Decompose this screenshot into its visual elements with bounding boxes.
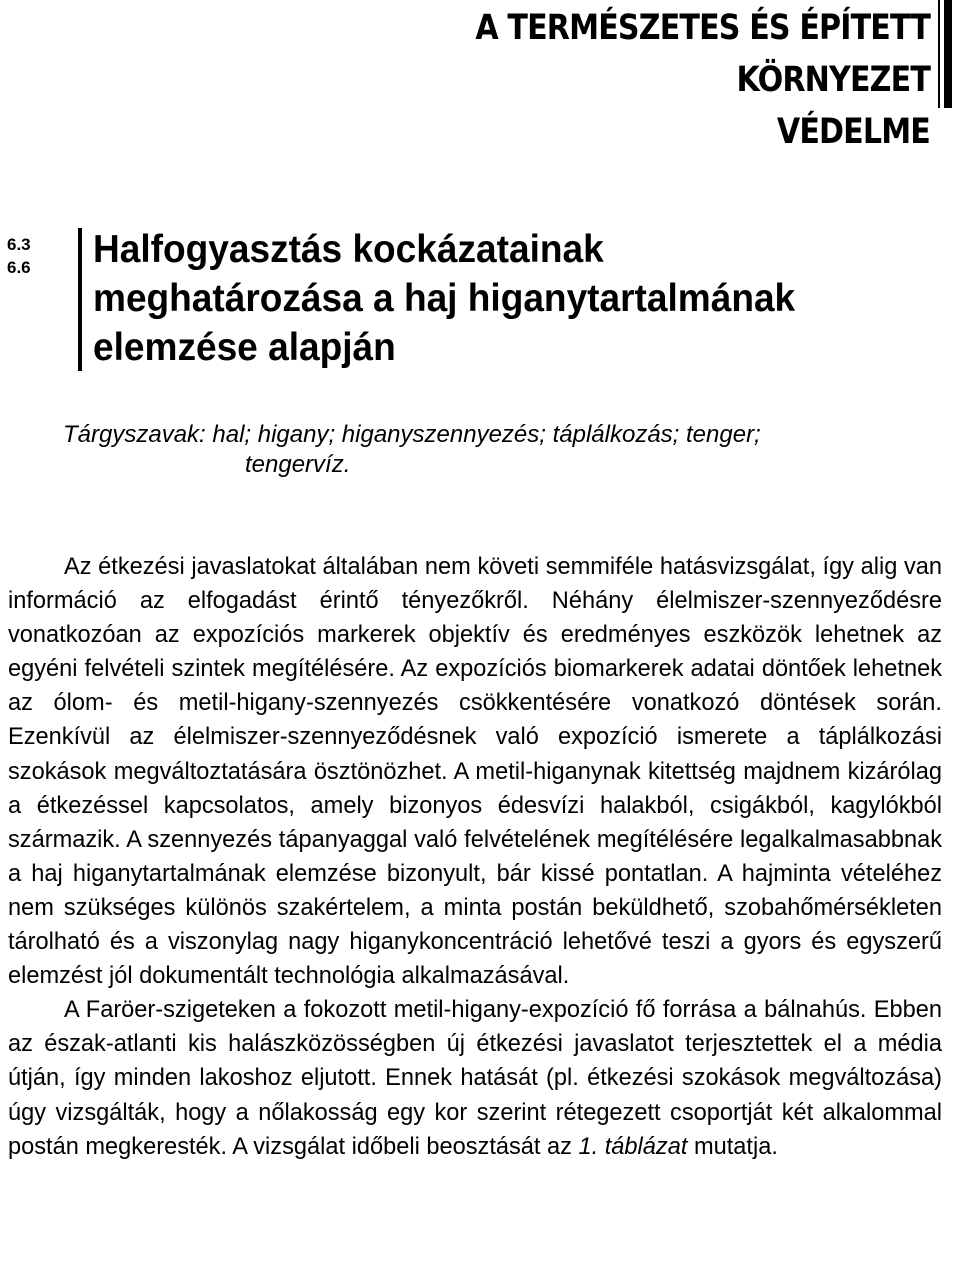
header-title [311, 2, 930, 158]
section-number-1: 6.3 [7, 235, 31, 254]
section-title-line3: elemzése alapján [93, 326, 396, 369]
section-number-2: 6.6 [7, 258, 31, 277]
keywords [63, 420, 943, 480]
header-title-line2: VÉDELME [776, 112, 930, 152]
section-numbers [7, 233, 31, 279]
paragraph-2-text: A Faröer-szigeteken a fokozott metil-higany-expozíció fő forrása a bálnahús. Ebben az észak-atlanti kis halászközösségben új étkezési javaslatot terjesztettek el a média útján, így minden lakoshoz eljutott. Ennek hatását (pl. étkezési szokások megváltozása) úgy vizsgálták, hogy a nőlakosság egy kor szerint rétegezett csoportját két alkalommal postán megkeresték. A vizsgálat időbeli beosztását az [8, 997, 942, 1160]
header-title-line1: A TERMÉSZETES ÉS ÉPÍTETT KÖRNYEZET [475, 8, 930, 100]
section-title [93, 225, 872, 372]
section-title-line1: Halfogyasztás kockázatainak [93, 228, 604, 271]
keywords-line2: tengervíz. [245, 451, 351, 478]
table-reference: 1. táblázat [578, 1133, 688, 1160]
page-header [0, 0, 960, 152]
section-title-line2: meghatározása a haj higanytartalmának [93, 277, 796, 320]
keywords-line1: Tárgyszavak: hal; higany; higanyszennyezés; táplálkozás; tenger; [63, 421, 761, 448]
header-rule-thin [938, 0, 940, 108]
paragraph-2 [8, 993, 942, 1163]
body-text [8, 550, 942, 1164]
paragraph-1: Az étkezési javaslatokat általában nem követi semmiféle hatásvizsgálat, így alig van információ az elfogadást érintő tényezőkről. Néhány élelmiszer-szennyeződésre vonatkozóan az expozíciós markerek objektív és eredményes eszközök lehetnek az egyéni felvételi szintek megítélésére. Az expozíciós biomarkerek adatai döntőek lehetnek az ólom- és metil-higany-szennyezés csökkentésére vonatkozó döntések során. Ezenkívül az élelmiszer-szennyeződésnek való expozíció ismerete a táplálkozási szokások megváltoztatására ösztönözhet. A metil-higanynak kitettség majdnem kizárólag a étkezéssel kapcsolatos, amely bizonyos édesvízi halakból, csigákból, kagylókból származik. A szennyezés tápanyaggal való felvételének megítélésére legalkalmasabbnak a haj higanytartalmának elemzése bizonyult, bár kissé pontatlan. A hajminta vételéhez nem szükséges különös szakértelem, a minta postán beküldhető, szobahőmérsékleten tárolható és a viszonylag nagy higanykoncentráció lehetővé teszi a gyors és egyszerű elemzést jól dokumentált technológia alkalmazásával. [8, 554, 942, 990]
section-rule [78, 228, 82, 371]
paragraph-2-end: mutatja. [687, 1133, 778, 1160]
header-rule-thick [944, 0, 952, 108]
